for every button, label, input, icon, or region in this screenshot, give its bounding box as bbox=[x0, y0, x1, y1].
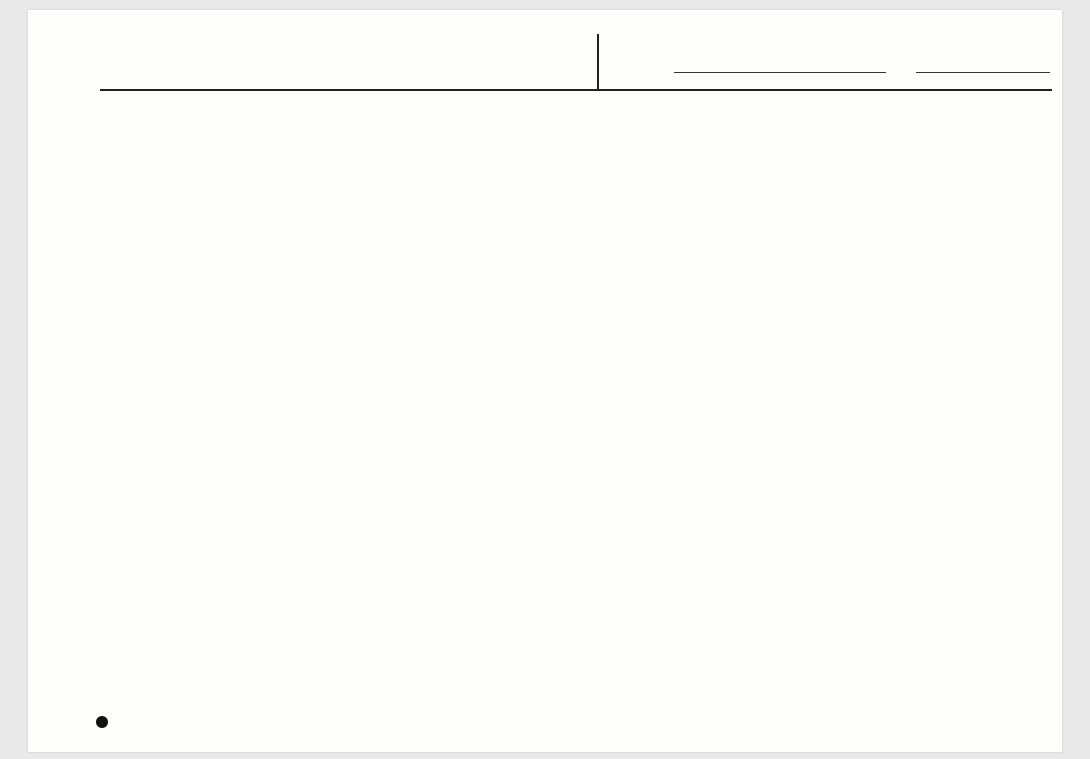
footer bbox=[96, 716, 112, 728]
cbs-logo-icon bbox=[96, 716, 108, 728]
